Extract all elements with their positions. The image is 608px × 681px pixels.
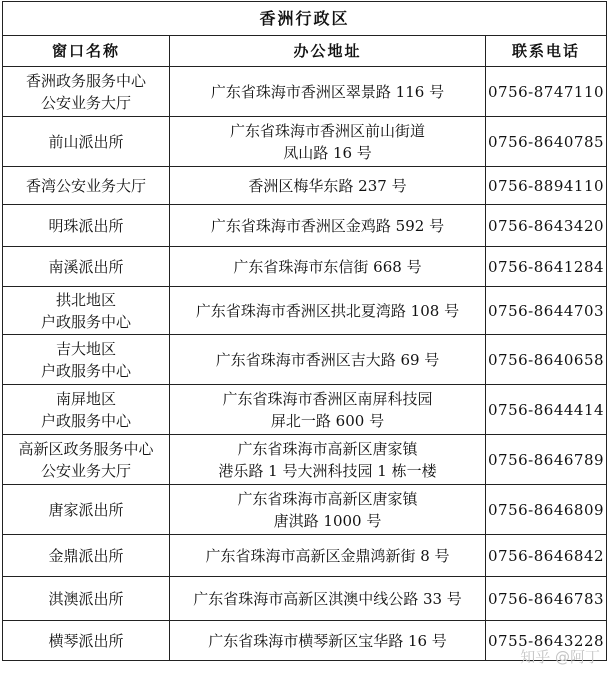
window-name-cell-line: 户政服务中心 [40,312,131,331]
window-name-cell-line: 前山派出所 [48,132,124,151]
phone-cell: 0756-8646783 [486,577,607,621]
window-name-cell-line: 拱北地区 [55,290,116,309]
window-name-cell-line: 金鼎派出所 [48,546,124,565]
window-name-cell [3,247,170,287]
window-name-cell [3,435,170,485]
address-cell-line: 凤山路 16 号 [283,143,372,162]
table-row [3,287,607,335]
address-cell [170,535,486,577]
window-name-cell-line: 淇澳派出所 [48,589,124,608]
table-row [3,577,607,621]
address-cell [170,385,486,435]
address-cell [170,167,486,205]
window-name-cell [3,621,170,661]
column-header-phone: 联系电话 [486,36,607,67]
window-name-cell-line: 香湾公安业务大厅 [25,176,146,195]
window-name-cell [3,485,170,535]
table-row [3,67,607,117]
phone-cell: 0755-8643228 [486,621,607,661]
address-cell-line: 广东省珠海市香洲区拱北夏湾路 108 号 [195,301,460,320]
address-cell-line: 广东省珠海市东信街 668 号 [233,257,422,276]
address-cell [170,621,486,661]
address-cell-line: 广东省珠海市香洲区吉大路 69 号 [215,350,440,369]
address-cell [170,287,486,335]
address-cell-line: 广东省珠海市高新区唐家镇 [237,439,418,458]
window-name-cell [3,117,170,167]
address-cell [170,335,486,385]
window-name-cell-line: 横琴派出所 [48,631,124,650]
address-cell [170,247,486,287]
column-header-window: 窗口名称 [3,36,170,67]
address-cell-line: 广东省珠海市香洲区翠景路 116 号 [210,82,445,101]
address-cell [170,577,486,621]
address-cell [170,485,486,535]
window-name-cell [3,335,170,385]
window-name-cell-line: 户政服务中心 [40,361,131,380]
window-name-cell [3,385,170,435]
phone-cell: 0756-8644414 [486,385,607,435]
table-row [3,385,607,435]
phone-cell: 0756-8644703 [486,287,607,335]
address-cell-line: 广东省珠海市高新区淇澳中线公路 33 号 [193,589,462,608]
window-name-cell [3,67,170,117]
phone-cell: 0756-8640658 [486,335,607,385]
phone-cell: 0756-8747110 [486,67,607,117]
address-cell-line: 广东省珠海市横琴新区宝华路 16 号 [208,631,447,650]
phone-cell: 0756-8646809 [486,485,607,535]
table-row [3,621,607,661]
table-row [3,247,607,287]
police-office-table [2,1,607,661]
table-row [3,117,607,167]
phone-cell: 0756-8646842 [486,535,607,577]
address-cell [170,435,486,485]
phone-cell: 0756-8646789 [486,435,607,485]
window-name-cell-line: 高新区政务服务中心 [18,439,154,458]
column-header-address: 办公地址 [170,36,486,67]
address-cell [170,117,486,167]
phone-cell: 0756-8643420 [486,205,607,247]
address-cell-line: 广东省珠海市香洲区金鸡路 592 号 [210,216,445,235]
table-title: 香洲行政区 [3,2,607,36]
address-cell-line: 广东省珠海市香洲区前山街道 [229,121,425,140]
table-row [3,335,607,385]
window-name-cell-line: 明珠派出所 [48,216,124,235]
window-name-cell-line: 南屏地区 [55,389,116,408]
address-cell-line: 广东省珠海市高新区金鼎鸿新街 8 号 [205,546,450,565]
table-row [3,205,607,247]
address-cell-line: 屏北一路 600 号 [270,411,385,430]
table-row [3,535,607,577]
address-cell-line: 唐淇路 1000 号 [273,511,382,530]
phone-cell: 0756-8894110 [486,167,607,205]
table-row [3,167,607,205]
address-cell-line: 港乐路 1 号大洲科技园 1 栋一楼 [218,461,437,480]
window-name-cell [3,535,170,577]
window-name-cell-line: 户政服务中心 [40,411,131,430]
window-name-cell [3,577,170,621]
address-cell [170,205,486,247]
table-body [3,67,607,661]
window-name-cell-line: 公安业务大厅 [40,93,131,112]
window-name-cell-line: 南溪派出所 [48,257,124,276]
address-cell-line: 广东省珠海市高新区唐家镇 [237,489,418,508]
window-name-cell [3,167,170,205]
window-name-cell-line: 唐家派出所 [48,500,124,519]
table-row [3,485,607,535]
window-name-cell [3,287,170,335]
window-name-cell [3,205,170,247]
address-cell [170,67,486,117]
phone-cell: 0756-8640785 [486,117,607,167]
table-row [3,435,607,485]
watermark: 知乎 @阿丁 [520,648,600,666]
window-name-cell-line: 吉大地区 [55,339,116,358]
window-name-cell-line: 香洲政务服务中心 [25,71,146,90]
address-cell-line: 香洲区梅华东路 237 号 [248,176,407,195]
window-name-cell-line: 公安业务大厅 [40,461,131,480]
address-cell-line: 广东省珠海市香洲区南屏科技园 [222,389,433,408]
phone-cell: 0756-8641284 [486,247,607,287]
